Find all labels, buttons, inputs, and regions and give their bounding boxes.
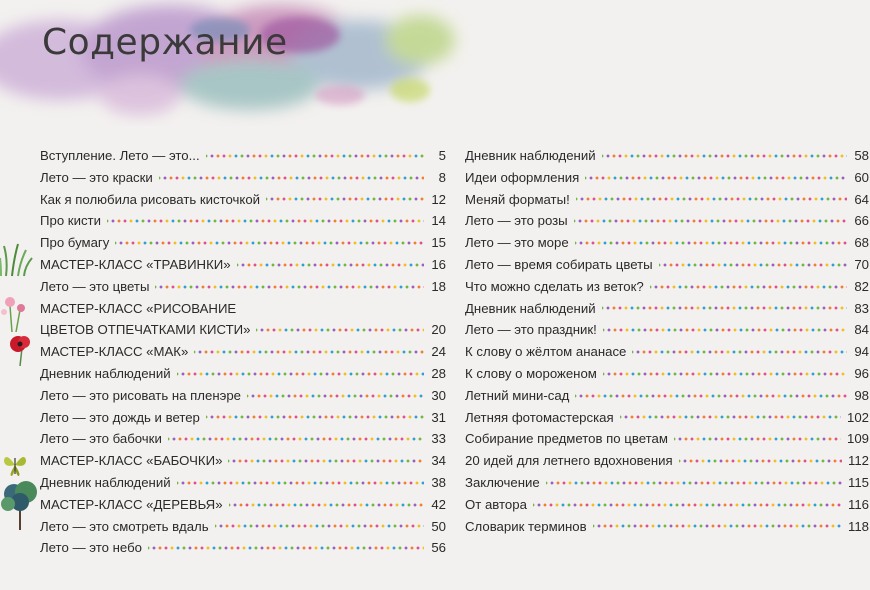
toc-entry-page-number: 30 bbox=[431, 387, 446, 403]
toc-entry-page-number: 31 bbox=[431, 409, 446, 425]
toc-entry-title: Вступление. Лето — это... bbox=[40, 148, 200, 163]
dot-leader bbox=[533, 503, 842, 507]
dot-leader bbox=[206, 415, 424, 419]
toc-entry-page-number: 115 bbox=[847, 474, 869, 490]
toc-entry-title: Лето — это краски bbox=[40, 169, 153, 185]
toc-entry-title: Лето — это смотреть вдаль bbox=[40, 518, 209, 534]
dot-leader bbox=[194, 350, 424, 354]
toc-entry[interactable] bbox=[465, 298, 869, 320]
toc-entry[interactable] bbox=[465, 210, 869, 232]
dot-leader bbox=[659, 263, 847, 267]
toc-entry-title: Летняя фотомастерская bbox=[465, 409, 614, 425]
toc-entry[interactable] bbox=[40, 516, 446, 538]
dot-leader bbox=[229, 503, 424, 507]
toc-entry-page-number: 12 bbox=[431, 191, 446, 207]
toc-entry-title: Лето — это небо bbox=[40, 540, 142, 556]
toc-entry-page-number: 5 bbox=[438, 148, 446, 163]
toc-entry-title: Меняй форматы! bbox=[465, 191, 570, 207]
dot-leader bbox=[168, 437, 424, 441]
dot-leader bbox=[632, 350, 847, 354]
toc-entry[interactable] bbox=[40, 385, 446, 407]
dot-leader bbox=[674, 437, 841, 441]
toc-entry[interactable] bbox=[40, 428, 446, 450]
butterfly-icon bbox=[0, 450, 30, 480]
dot-leader bbox=[602, 154, 847, 158]
toc-entry[interactable] bbox=[40, 189, 446, 211]
toc-entry-page-number: 64 bbox=[854, 191, 869, 207]
toc-entry-title: К слову о жёлтом ананасе bbox=[465, 344, 627, 360]
dot-leader bbox=[115, 241, 424, 245]
toc-entry-title: МАСТЕР-КЛАСС «РИСОВАНИЕ bbox=[40, 300, 237, 316]
toc-entry[interactable] bbox=[465, 254, 869, 276]
toc-entry-title: Лето — это дождь и ветер bbox=[40, 409, 200, 425]
toc-entry-page-number: 66 bbox=[854, 213, 869, 229]
toc-entry-page-number: 38 bbox=[431, 474, 446, 490]
toc-entry-title: Собирание предметов по цветам bbox=[465, 431, 668, 447]
dot-leader bbox=[159, 176, 424, 180]
toc-entry-page-number: 116 bbox=[847, 496, 869, 512]
toc-entry[interactable] bbox=[465, 450, 869, 472]
dot-leader bbox=[574, 219, 847, 223]
toc-entry[interactable] bbox=[40, 254, 446, 276]
toc-entry-title: МАСТЕР-КЛАСС «БАБОЧКИ» bbox=[40, 453, 223, 469]
toc-entry-title: Дневник наблюдений bbox=[40, 365, 171, 381]
dot-leader bbox=[148, 546, 424, 550]
toc-entry-title: Лето — время собирать цветы bbox=[465, 256, 653, 272]
dot-leader bbox=[206, 154, 424, 158]
dot-leader bbox=[585, 176, 847, 180]
toc-entry[interactable] bbox=[40, 210, 446, 232]
toc-entry[interactable] bbox=[465, 232, 869, 254]
toc-entry-page-number: 18 bbox=[431, 278, 446, 294]
toc-entry-page-number: 68 bbox=[854, 235, 869, 251]
poppy-icon bbox=[0, 332, 36, 366]
toc-entry[interactable] bbox=[465, 276, 869, 298]
toc-entry-page-number: 20 bbox=[431, 322, 446, 338]
toc-entry[interactable] bbox=[465, 145, 869, 167]
toc-entry[interactable] bbox=[465, 407, 869, 429]
toc-entry-title: Дневник наблюдений bbox=[465, 148, 596, 163]
toc-entry-page-number: 118 bbox=[847, 518, 869, 534]
toc-entry[interactable] bbox=[40, 341, 446, 363]
dot-leader bbox=[237, 263, 424, 267]
toc-entry[interactable] bbox=[40, 472, 446, 494]
dot-leader bbox=[593, 524, 842, 528]
toc-entry[interactable] bbox=[40, 450, 446, 472]
toc-entry[interactable] bbox=[465, 319, 869, 341]
dot-leader bbox=[575, 241, 847, 245]
toc-entry-title: ЦВЕТОВ ОТПЕЧАТКАМИ КИСТИ» bbox=[40, 322, 251, 338]
toc-entry-title: Как я полюбила рисовать кисточкой bbox=[40, 191, 261, 207]
toc-entry[interactable] bbox=[40, 363, 446, 385]
dot-leader bbox=[107, 219, 424, 223]
toc-entry-page-number: 56 bbox=[431, 540, 446, 556]
toc-entry[interactable] bbox=[40, 276, 446, 298]
toc-entry-page-number: 42 bbox=[431, 496, 446, 512]
dot-leader bbox=[247, 394, 424, 398]
toc-entry-page-number: 70 bbox=[854, 256, 869, 272]
toc-entry[interactable] bbox=[465, 167, 869, 189]
toc-entry-page-number: 15 bbox=[431, 235, 446, 251]
toc-entry[interactable] bbox=[465, 494, 869, 516]
dot-leader bbox=[228, 459, 424, 463]
toc-entry[interactable] bbox=[40, 494, 446, 516]
dot-leader bbox=[576, 197, 847, 201]
toc-entry-page-number: 84 bbox=[854, 322, 869, 338]
toc-entry-title: От автора bbox=[465, 496, 527, 512]
flowers-icon bbox=[0, 292, 30, 332]
toc-entry-page-number: 83 bbox=[854, 300, 869, 316]
toc-entry-title: 20 идей для летнего вдохновения bbox=[465, 453, 673, 469]
toc-entry-title: Идеи оформления bbox=[465, 169, 580, 185]
grass-icon bbox=[0, 240, 34, 278]
dot-leader bbox=[679, 459, 842, 463]
toc-entry[interactable] bbox=[465, 472, 869, 494]
page-title: Содержание bbox=[42, 22, 288, 63]
toc-entry-title: Летний мини-сад bbox=[465, 387, 570, 403]
toc-entry[interactable] bbox=[465, 428, 869, 450]
toc-entry-title: Лето — это цветы bbox=[40, 278, 150, 294]
toc-entry-page-number: 102 bbox=[846, 409, 869, 425]
toc-entry-title: Лето — это розы bbox=[465, 213, 568, 229]
toc-entry-title: Дневник наблюдений bbox=[465, 300, 596, 316]
toc-entry[interactable] bbox=[40, 145, 446, 167]
dot-leader bbox=[575, 394, 847, 398]
toc-entry-title: МАСТЕР-КЛАСС «ДЕРЕВЬЯ» bbox=[40, 496, 223, 512]
toc-entry[interactable] bbox=[40, 537, 446, 559]
toc-entry[interactable] bbox=[465, 363, 869, 385]
toc-entry[interactable] bbox=[40, 167, 446, 189]
toc-entry-page-number: 60 bbox=[854, 169, 869, 185]
toc-entry-title: МАСТЕР-КЛАСС «ТРАВИНКИ» bbox=[40, 256, 231, 272]
toc-entry-title: Лето — это праздник! bbox=[465, 322, 597, 338]
toc-entry[interactable] bbox=[465, 516, 869, 538]
toc-entry-page-number: 33 bbox=[431, 431, 446, 447]
toc-entry[interactable] bbox=[40, 407, 446, 429]
toc-entry-page-number: 112 bbox=[847, 453, 869, 469]
toc-entry-page-number: 24 bbox=[431, 344, 446, 360]
toc-entry-page-number: 82 bbox=[854, 278, 869, 294]
toc-entry-page-number: 58 bbox=[854, 148, 869, 163]
dot-leader bbox=[215, 524, 424, 528]
dot-leader bbox=[603, 372, 847, 376]
dot-leader bbox=[603, 328, 847, 332]
dot-leader bbox=[620, 415, 841, 419]
dot-leader bbox=[266, 197, 424, 201]
toc-entry-page-number: 34 bbox=[431, 453, 446, 469]
toc-entry-page-number: 109 bbox=[846, 431, 869, 447]
dot-leader bbox=[602, 306, 847, 310]
toc-entry-page-number: 28 bbox=[431, 365, 446, 381]
toc-entry-page-number: 14 bbox=[431, 213, 446, 229]
toc-entry[interactable] bbox=[465, 385, 869, 407]
toc-entry[interactable] bbox=[465, 189, 869, 211]
toc-entry-title: Лето — это бабочки bbox=[40, 431, 162, 447]
dot-leader bbox=[546, 481, 842, 485]
toc-entry-page-number: 98 bbox=[854, 387, 869, 403]
dot-leader bbox=[256, 328, 424, 332]
toc-entry-page-number: 94 bbox=[854, 344, 869, 360]
toc-entry-title: Заключение bbox=[465, 474, 540, 490]
toc-entry-page-number: 96 bbox=[854, 365, 869, 381]
toc-entry-page-number: 50 bbox=[431, 518, 446, 534]
toc-entry-title: Дневник наблюдений bbox=[40, 474, 171, 490]
dot-leader bbox=[177, 372, 424, 376]
toc-entry-title: Лето — это рисовать на пленэре bbox=[40, 387, 242, 403]
toc-entry-title: Лето — это море bbox=[465, 235, 569, 251]
toc-entry-title: Про бумагу bbox=[40, 235, 110, 251]
dot-leader bbox=[650, 285, 847, 289]
toc-column-left bbox=[40, 145, 446, 559]
toc-entry-title: Что можно сделать из веток? bbox=[465, 278, 644, 294]
dot-leader bbox=[155, 285, 424, 289]
toc-entry[interactable] bbox=[40, 298, 446, 320]
toc-entry-title: Про кисти bbox=[40, 213, 101, 229]
toc-entry[interactable] bbox=[40, 319, 446, 341]
toc-entry[interactable] bbox=[40, 232, 446, 254]
toc-entry-title: МАСТЕР-КЛАСС «МАК» bbox=[40, 344, 189, 360]
tree-icon bbox=[0, 478, 40, 530]
toc-entry-title: К слову о мороженом bbox=[465, 365, 597, 381]
toc-entry-page-number: 8 bbox=[438, 169, 446, 185]
toc-entry-title: Словарик терминов bbox=[465, 518, 587, 534]
toc-entry-page-number: 16 bbox=[431, 256, 446, 272]
toc-column-right bbox=[465, 145, 869, 537]
toc-entry[interactable] bbox=[465, 341, 869, 363]
dot-leader bbox=[177, 481, 424, 485]
